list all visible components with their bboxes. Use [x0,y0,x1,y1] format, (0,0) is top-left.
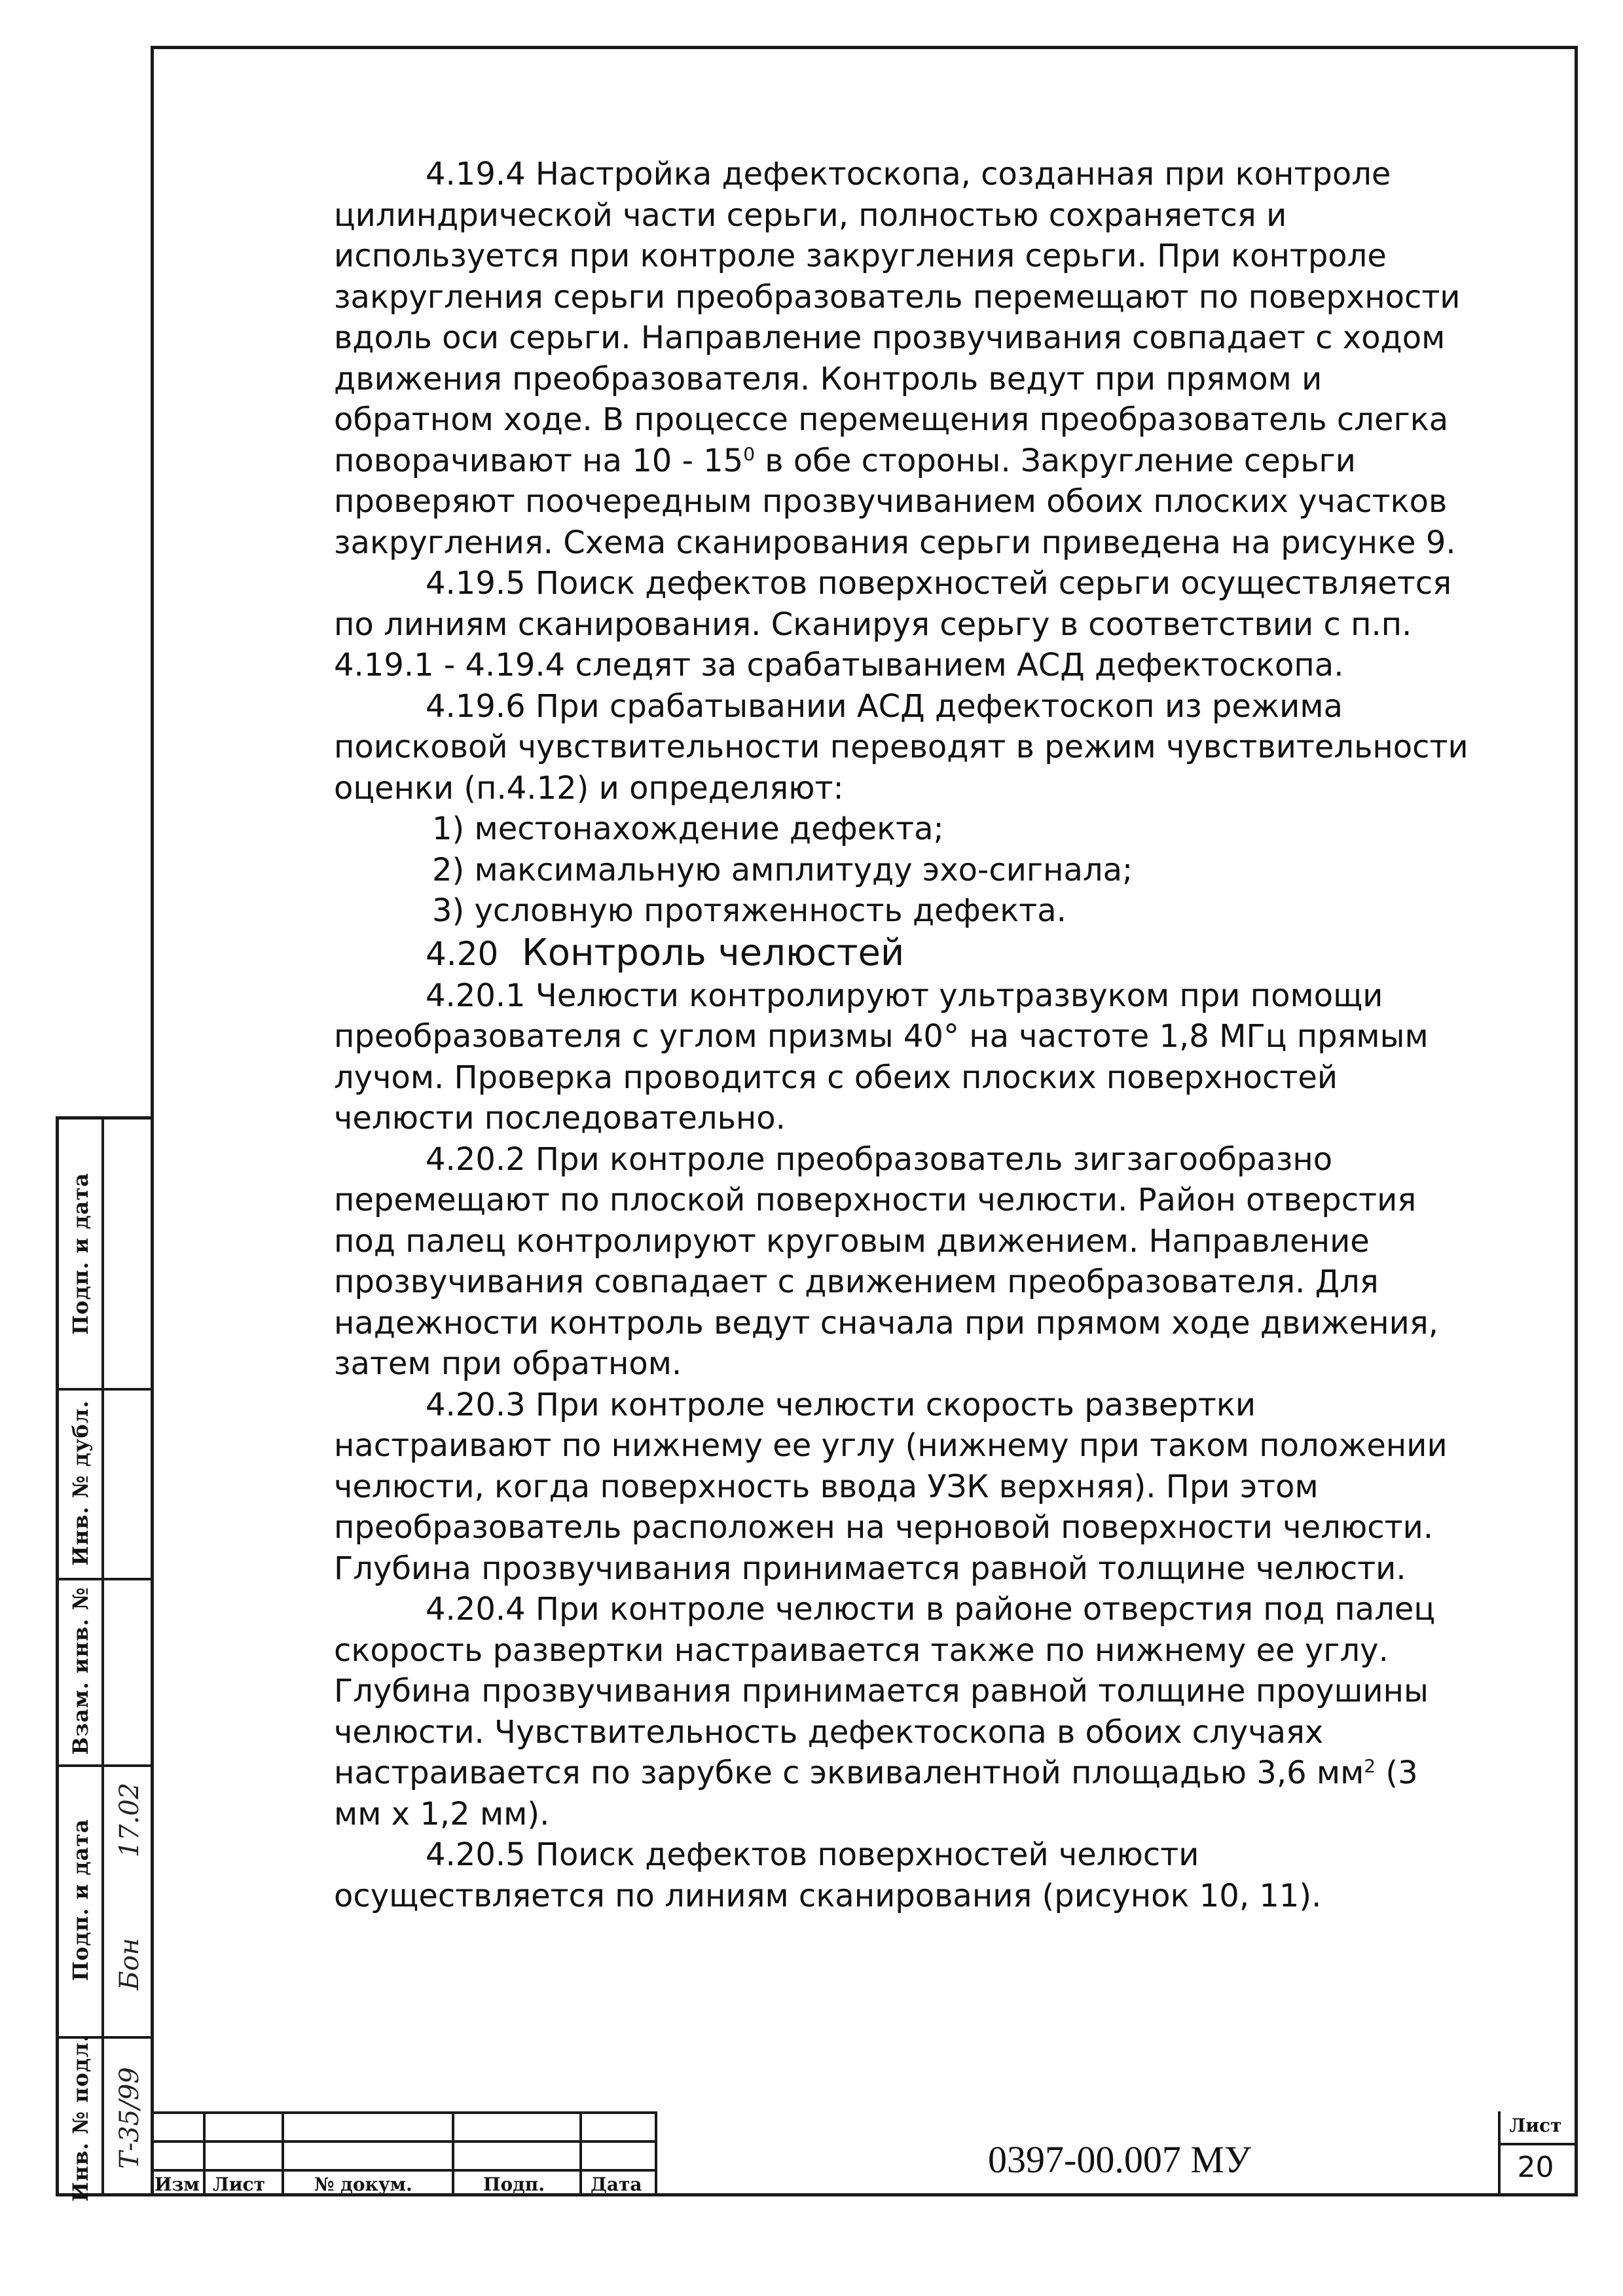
col-header-date: Дата [591,2174,642,2195]
col-header-doc-number: № докум. [314,2174,412,2195]
handwritten-date: 17.02 [115,1782,145,1858]
document-body [334,154,1473,1916]
col-header-change: Изм [155,2174,200,2195]
paragraph-4-19-5: 4.19.5 Поиск дефектов поверхностей серьги осуществляется по линиям сканирования. Сканируя серьгу в соответствии с п.п. 4.19.1 - 4.19.4 следят за срабатыванием АСД дефектоскопа. [334,565,1452,683]
col-header-sheet: Лист [213,2174,265,2195]
list-item: 3) условную протяженность дефекта. [432,892,1067,929]
stamp-label-sign-date-2: Подп. и дата [68,1818,93,1982]
handwritten-inv-number: Т-35/99 [115,2067,145,2169]
col-header-signature: Подп. [483,2174,545,2195]
sheet-number: 20 [1517,2151,1554,2184]
list-item: 1) местонахождение дефекта; [432,811,944,847]
sheet-label: Лист [1509,2115,1562,2136]
left-stamp [56,1116,154,2202]
section-heading [334,932,1473,975]
list-item: 2) максимальную амплитуду эхо-сигнала; [432,851,1133,888]
paragraph-4-20-3: 4.20.3 При контроле челюсти скорость развертки настраивают по нижнему ее углу (нижнему при таком положении челюсти, когда поверхность ввода УЗК верхняя). При этом преобразователь расположен на черновой поверхности челюсти. Глубина прозвучивания принимается равной толщине челюсти. [334,1386,1448,1587]
paragraph-4-19-4: 4.19.4 Настройка дефектоскопа, созданная при контроле цилиндрической части серьги, полностью сохраняется и используется при контроле закругления серьги. При контроле закругления серьги преобразователь перемещают по поверхности вдоль оси серьги. Направление прозвучивания совпадает с ходом движения преобразователя. Контроль ведут при прямом и обратном ходе. В процессе перемещения преобразователь слегка поворачивают на $10 - 15^0$ в обе стороны. Закругление серьги проверяют поочередным прозвучиванием обоих плоских участков закругления. Схема сканирования серьги приведена на рисунке 9. [334,156,1461,561]
paragraph-4-20-2: 4.20.2 При контроле преобразователь зигзагообразно перемещают по плоской поверхности челюсти. Район отверстия под палец контролируют круговым движением. Направление прозвучивания совпадает с движением преобразователя. Для надежности контроль ведут сначала при прямом ходе движения, затем при обратном. [334,1140,1439,1382]
degree-superscript: 0 [743,443,756,465]
paragraph-4-20-1: 4.20.1 Челюсти контролируют ультразвуком при помощи преобразователя с углом призмы 40° на частоте 1,8 МГц прямым лучом. Проверка проводится с обеих плоских поверхностей челюсти последовательно. [334,977,1429,1137]
section-heading-number: 4.20 [426,934,499,973]
paragraph-4-20-4: 4.20.4 При контроле челюсти в районе отверстия под палец скорость развертки настраивается также по нижнему ее углу. Глубина прозвучивания принимается равной толщине проушины челюсти. Чувствительность дефектоскопа в обоих случаях настраивается по зарубке с эквивалентной площадью 3,6 $мм^2$ (3 мм х 1,2 мм). [334,1591,1436,1832]
document-number: 0397-00.007 МУ [988,2138,1251,2181]
paragraph-4-19-6: 4.19.6 При срабатывании АСД дефектоскоп из режима поисковой чувствительности переводят в режим чувствительности оценки (п.4.12) и определяют: [334,687,1468,807]
squared-superscript: 2 [1364,1755,1376,1777]
stamp-label-dup-inv: Инв. № дубл. [68,1400,93,1566]
stamp-label-sign-date: Подп. и дата [68,1172,93,1336]
section-heading-text: Контроль челюстей [521,931,905,974]
title-block [151,2111,1578,2196]
stamp-label-replace-inv: Взам. инв. № [68,1586,93,1755]
stamp-label-orig-inv: Инв. № подл. [68,2034,93,2202]
handwritten-signature: Бон [115,1938,145,1990]
paragraph-4-20-5: 4.20.5 Поиск дефектов поверхностей челюсти осуществляется по линиям сканирования (рисунок 10, 11). [334,1836,1322,1914]
